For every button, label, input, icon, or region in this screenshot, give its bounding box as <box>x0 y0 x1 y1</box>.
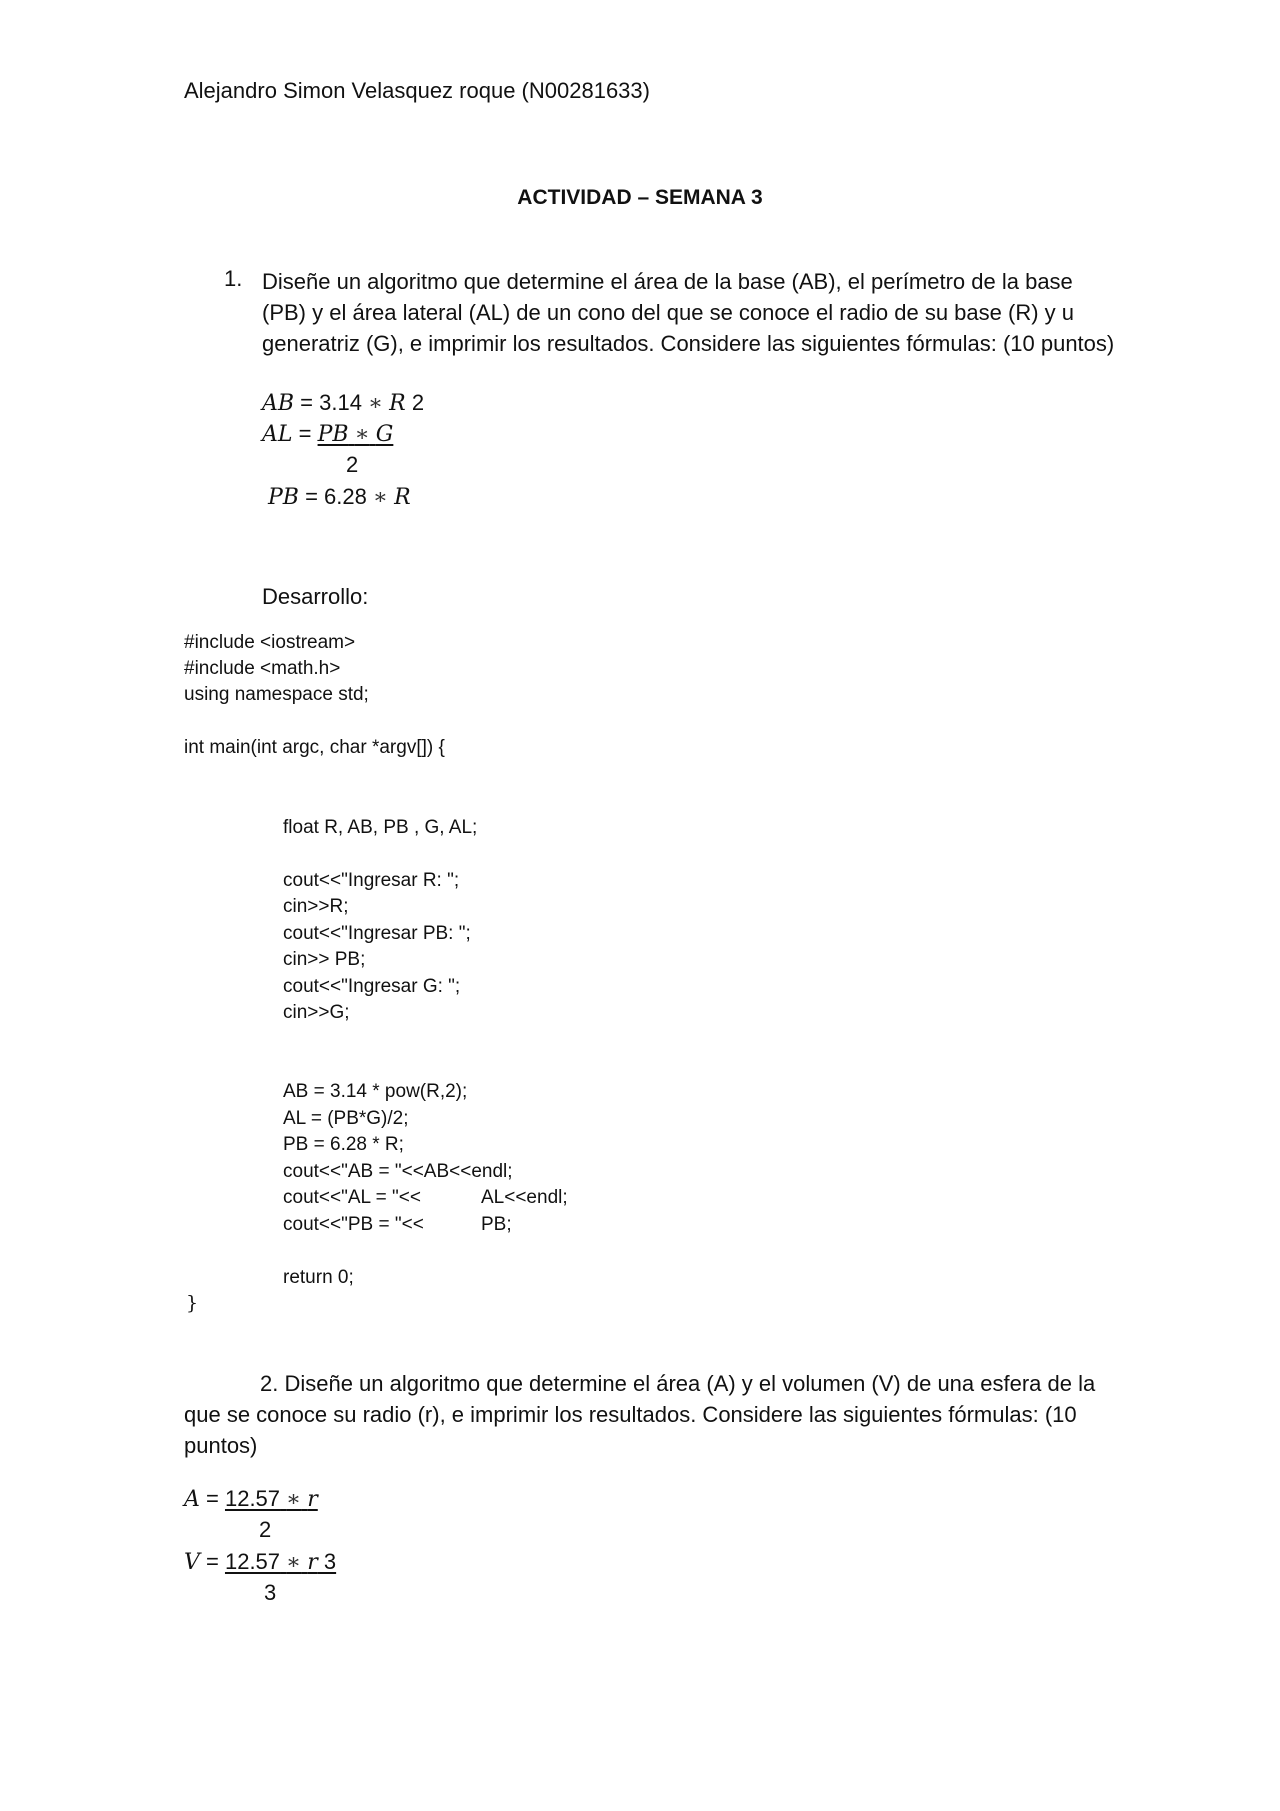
formula-al <box>262 421 393 447</box>
code-line: cout<<"Ingresar R: "; <box>283 870 460 891</box>
question-1-text <box>262 266 1114 359</box>
code-line: cin>> PB; <box>283 949 366 970</box>
code-line: cin>>G; <box>283 1002 350 1023</box>
formula-al-num-a: PB <box>317 422 349 447</box>
formula-a-denominator: 2 <box>259 1517 272 1542</box>
code-line: cout<<"Ingresar G: "; <box>283 976 461 997</box>
code-line: AB = 3.14 * pow(R,2); <box>283 1081 468 1102</box>
page-title: ACTIVIDAD – SEMANA 3 <box>517 186 763 209</box>
question-2-line: que se conoce su radio (r), e imprimir los resultados. Considere las siguientes fórmulas: (10 <box>184 1402 1077 1427</box>
formula-ab-eq: = 3.14 <box>294 390 369 415</box>
code-line: cin>>R; <box>283 896 349 917</box>
code-line: cout<<"Ingresar PB: "; <box>283 923 471 944</box>
question-1-line: generatriz (G), e imprimir los resultados. Considere las siguientes fórmulas: (10 puntos) <box>262 331 1115 356</box>
formula-a-num: 12.57 <box>224 1486 281 1511</box>
code-line: int main(int argc, char *argv[]) { <box>184 737 445 758</box>
desarrollo-heading: Desarrollo: <box>262 584 369 609</box>
formula-pb-lhs: PB <box>268 485 299 510</box>
formula-al-denominator: 2 <box>346 452 359 477</box>
code-closing-brace: } <box>186 1292 199 1314</box>
formula-al-lhs: AL <box>262 422 293 447</box>
code-line: AL<<endl; <box>481 1187 568 1208</box>
multiply-operator: ∗ <box>373 485 388 510</box>
multiply-operator: ∗ <box>286 1487 302 1512</box>
code-line: float R, AB, PB , G, AL; <box>283 817 478 838</box>
formula-pb <box>268 484 411 510</box>
code-line: cout<<"PB = "<< <box>283 1214 424 1235</box>
question-1-number: 1. <box>224 266 243 291</box>
question-1-line: Diseñe un algoritmo que determine el área de la base (AB), el perímetro de la base <box>262 269 1073 294</box>
question-1-line: (PB) y el área lateral (AL) de un cono del que se conoce el radio de su base (R) y u <box>262 300 1075 325</box>
code-line: #include <iostream> <box>184 632 356 653</box>
multiply-operator: ∗ <box>354 422 370 447</box>
code-line: cout<<"AL = "<< <box>283 1187 421 1208</box>
formula-a-var: r <box>307 1487 318 1512</box>
code-line: using namespace std; <box>184 684 369 705</box>
formula-al-numerator <box>318 421 394 446</box>
formula-v-lhs: V <box>184 1550 200 1575</box>
formula-pb-eq: = 6.28 <box>298 484 373 509</box>
question-2-line: 2. Diseñe un algoritmo que determine el área (A) y el volumen (V) de una esfera de la <box>260 1371 1096 1396</box>
formula-v-eq: = <box>199 1549 225 1574</box>
formula-ab-var: R <box>389 391 406 416</box>
formula-ab-lhs: AB <box>262 391 295 416</box>
code-line: #include <math.h> <box>184 658 341 679</box>
formula-v <box>184 1549 336 1575</box>
formula-pb-var: R <box>394 485 411 510</box>
formula-a <box>184 1486 318 1512</box>
question-2-line: puntos) <box>184 1433 258 1458</box>
formula-v-numerator <box>225 1549 336 1574</box>
formula-a-numerator <box>225 1486 318 1511</box>
formula-a-lhs: A <box>184 1487 200 1512</box>
formula-a-eq: = <box>199 1486 225 1511</box>
formula-v-denominator: 3 <box>264 1580 277 1605</box>
question-2-text <box>184 1368 1124 1461</box>
multiply-operator: ∗ <box>286 1550 302 1575</box>
code-line: PB; <box>481 1214 512 1235</box>
formula-al-num-b: G <box>375 422 394 447</box>
formula-v-var: r <box>307 1550 318 1575</box>
formula-al-eq: = <box>292 421 318 446</box>
author-header: Alejandro Simon Velasquez roque (N00281633) <box>184 78 650 103</box>
code-line: AL = (PB*G)/2; <box>283 1108 409 1129</box>
multiply-operator: ∗ <box>368 391 384 416</box>
formula-ab <box>262 390 424 416</box>
formula-v-num: 12.57 <box>224 1549 281 1574</box>
code-line: return 0; <box>283 1267 354 1288</box>
code-line: cout<<"AB = "<<AB<<endl; <box>283 1161 513 1182</box>
formula-v-exp: 3 <box>317 1549 337 1574</box>
formula-ab-exp: 2 <box>405 390 425 415</box>
code-line: PB = 6.28 * R; <box>283 1134 404 1155</box>
